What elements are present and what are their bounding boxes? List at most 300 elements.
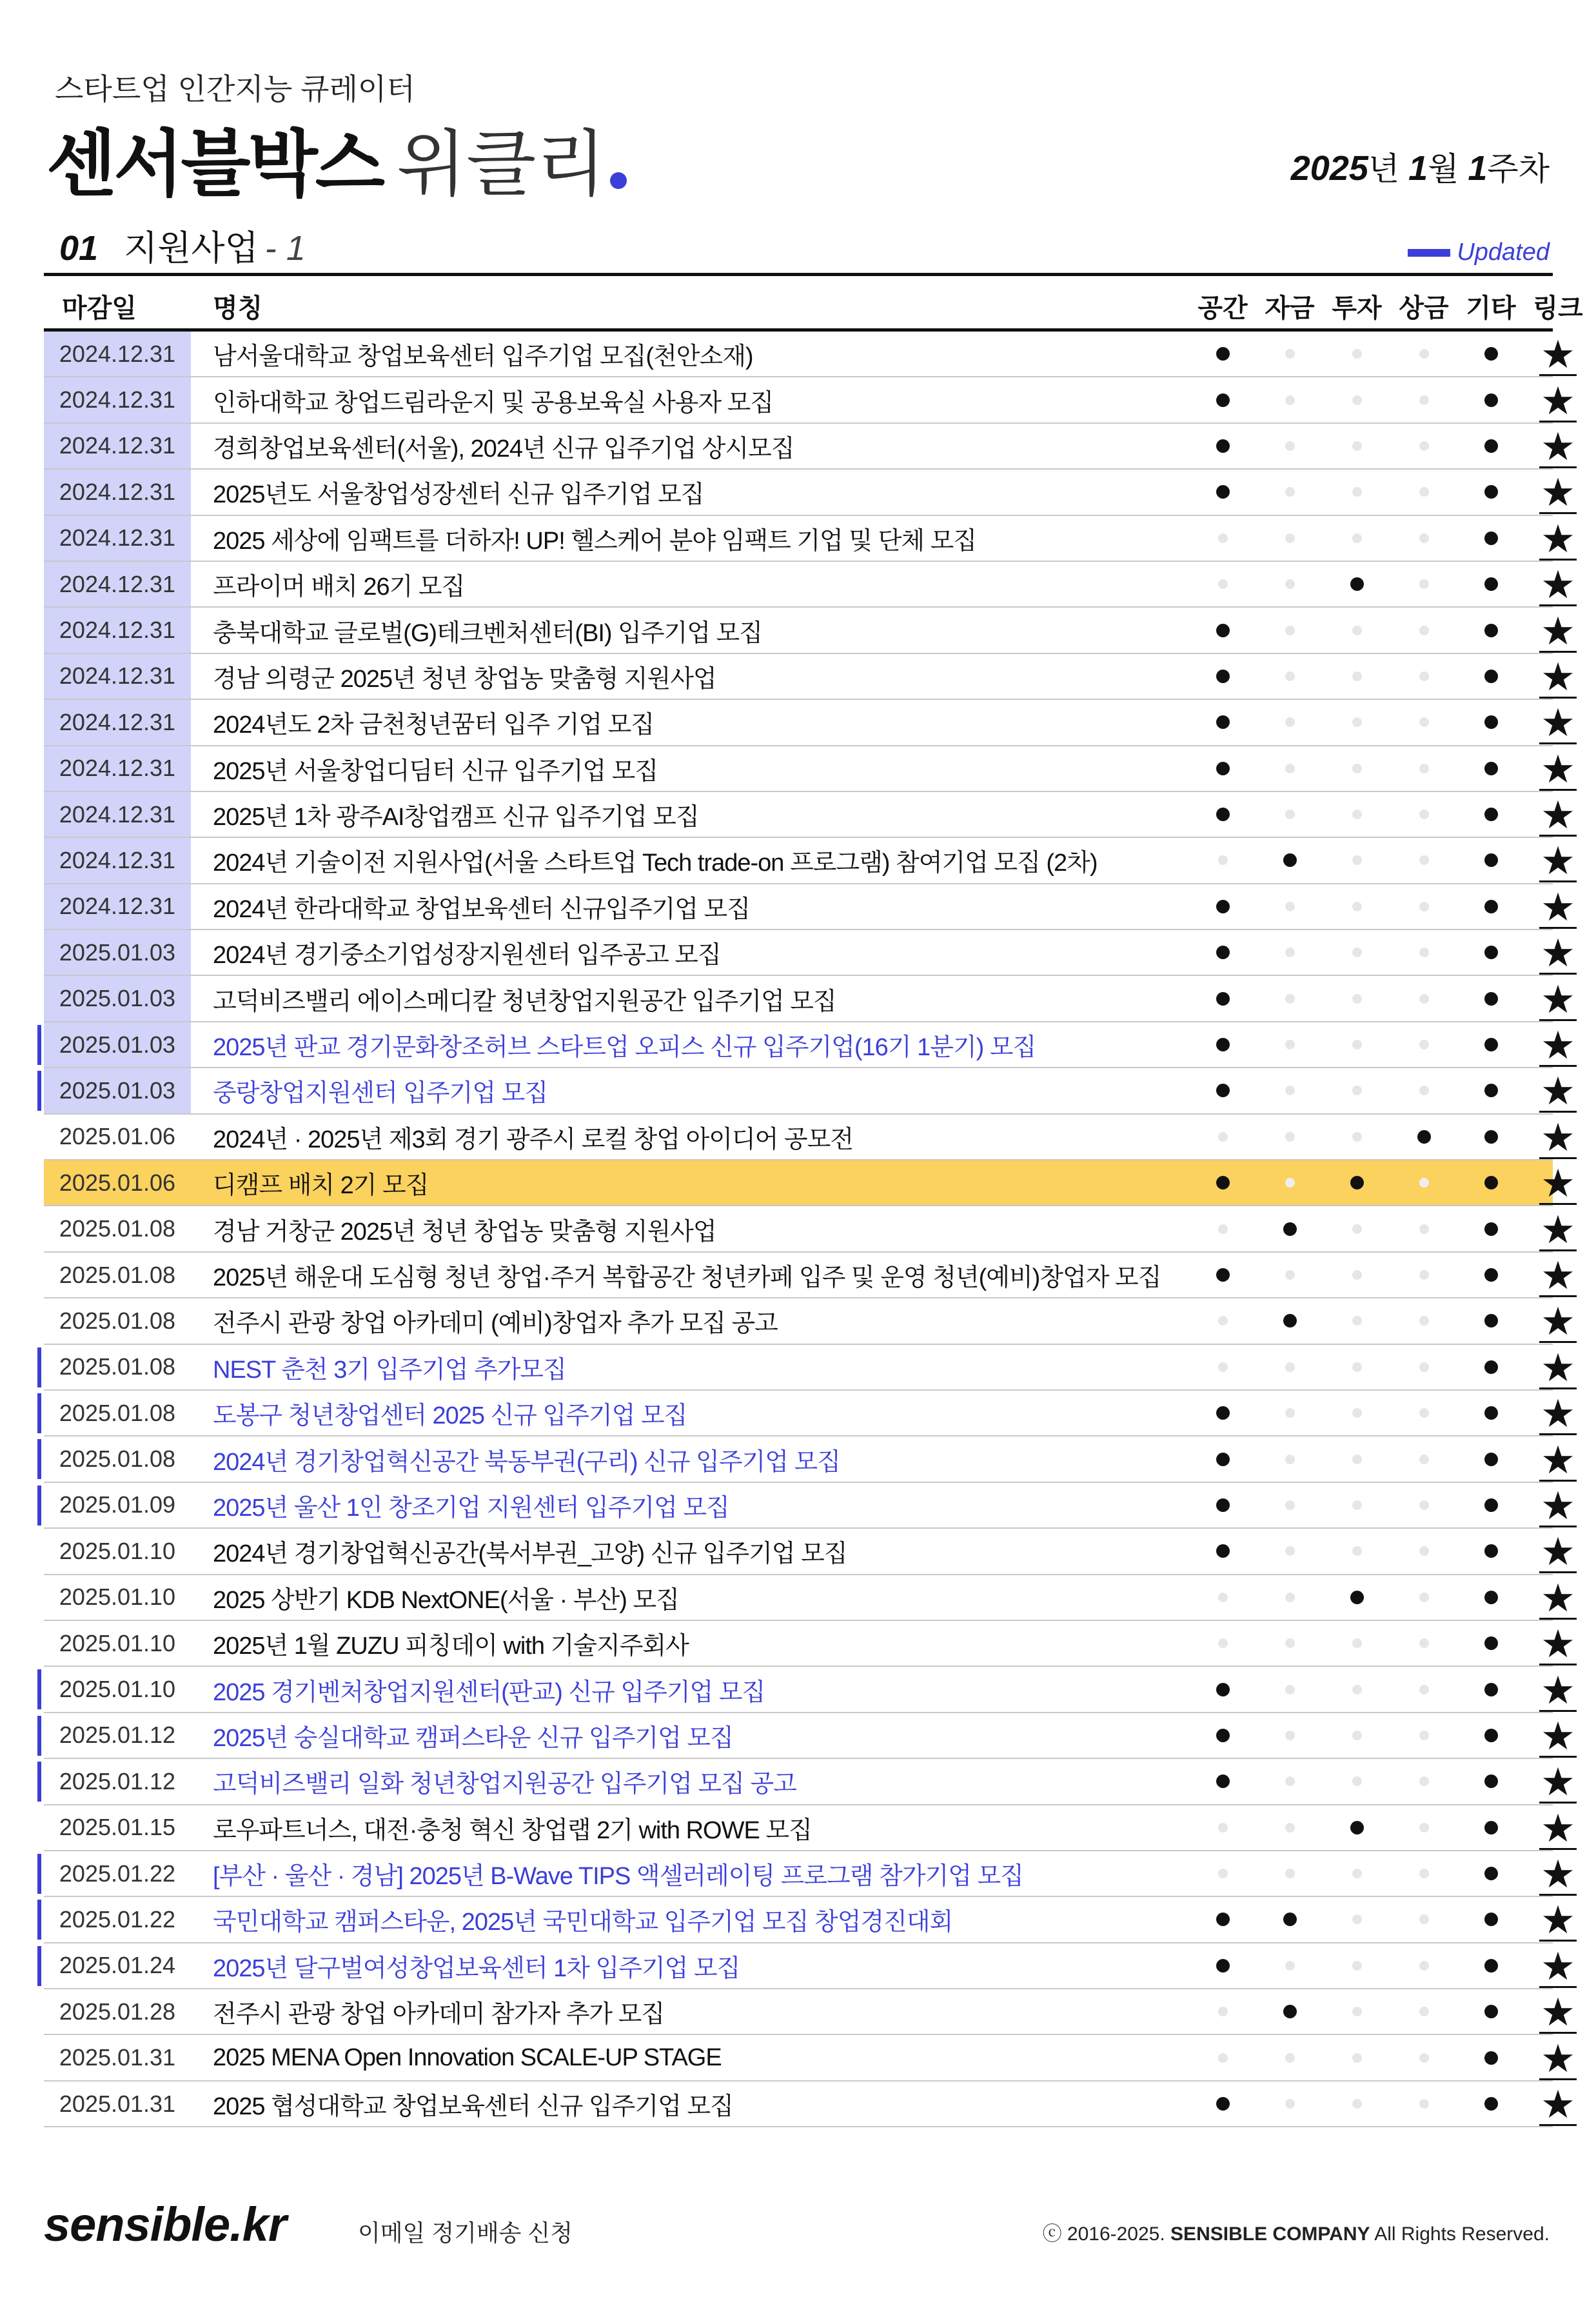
link-star-icon[interactable]: ★ <box>1541 1069 1575 1113</box>
cell-prize <box>1390 1897 1457 1942</box>
cell-link <box>1524 2035 1591 2080</box>
cell-prize <box>1390 1436 1457 1481</box>
row-title: 2025년 숭실대학교 캠퍼스타운 신규 입주기업 모집 <box>213 1724 733 1752</box>
empty-dot-icon <box>1218 1593 1228 1602</box>
brand-light: 위클리 <box>396 124 606 204</box>
cell-prize <box>1390 470 1457 514</box>
section-sub: - 1 <box>264 229 306 268</box>
cell-space <box>1189 1022 1256 1067</box>
row-deadline: 2025.01.08 <box>59 1261 176 1288</box>
filled-dot-icon <box>1484 762 1498 775</box>
cell-funding <box>1256 884 1323 929</box>
link-star-icon[interactable]: ★ <box>1541 931 1575 975</box>
empty-dot-icon <box>1352 1086 1362 1095</box>
cell-funding <box>1256 1713 1323 1758</box>
empty-dot-icon <box>1285 994 1295 1004</box>
cell-space <box>1189 746 1256 791</box>
updated-bar-icon <box>1408 249 1450 257</box>
row-title: 2025년도 서울창업성장센터 신규 입주기업 모집 <box>213 481 704 509</box>
cell-etc <box>1457 1298 1524 1343</box>
cell-space <box>1189 2082 1256 2126</box>
issue-month: 1 <box>1408 149 1428 188</box>
row-title: 경남 거창군 2025년 청년 창업농 맞춤형 지원사업 <box>213 1218 716 1246</box>
cell-funding <box>1256 930 1323 975</box>
filled-dot-icon <box>1216 946 1230 959</box>
cell-space <box>1189 654 1256 699</box>
empty-dot-icon <box>1352 1961 1362 1971</box>
cell-space <box>1189 562 1256 606</box>
empty-dot-icon <box>1352 1731 1362 1740</box>
updated-marker <box>37 1347 41 1387</box>
empty-dot-icon <box>1285 717 1295 727</box>
empty-dot-icon <box>1419 1270 1429 1280</box>
section-number: 01 <box>59 229 99 268</box>
cell-link <box>1524 332 1591 376</box>
empty-dot-icon <box>1352 1408 1362 1418</box>
updated-marker <box>37 1393 41 1433</box>
row-deadline: 2024.12.31 <box>44 700 191 744</box>
cell-space <box>1189 1068 1256 1113</box>
issue-week: 1 <box>1468 149 1488 188</box>
cell-link <box>1524 516 1591 561</box>
empty-dot-icon <box>1352 2053 1362 2063</box>
cell-prize <box>1390 1529 1457 1573</box>
cell-funding <box>1256 1667 1323 1711</box>
table-row <box>44 2035 1575 2081</box>
row-deadline: 2025.01.31 <box>59 2044 176 2071</box>
link-star-icon[interactable]: ★ <box>1541 977 1575 1021</box>
empty-dot-icon <box>1419 395 1429 405</box>
empty-dot-icon <box>1419 1776 1429 1786</box>
cell-prize <box>1390 1575 1457 1620</box>
empty-dot-icon <box>1285 902 1295 911</box>
link-star-icon[interactable]: ★ <box>1541 1991 1575 2034</box>
row-title: 전주시 관광 창업 아카데미 참가자 추가 모집 <box>213 2001 665 2029</box>
empty-dot-icon <box>1285 948 1295 957</box>
link-star-icon[interactable]: ★ <box>1541 1254 1575 1297</box>
row-title: 2025 경기벤처창업지원센터(판교) 신규 입주기업 모집 <box>213 1678 765 1706</box>
cell-link <box>1524 1068 1591 1113</box>
cell-link <box>1524 654 1591 699</box>
filled-dot-icon <box>1484 2005 1498 2018</box>
empty-dot-icon <box>1218 1362 1228 1372</box>
cell-funding <box>1256 976 1323 1020</box>
table-row <box>44 1115 1575 1160</box>
row-title: 2024년 · 2025년 제3회 경기 광주시 로컬 창업 아이디어 공모전 <box>213 1126 854 1153</box>
cell-prize <box>1390 1160 1457 1205</box>
table-row <box>44 1621 1575 1667</box>
row-deadline: 2024.12.31 <box>44 792 191 837</box>
table-row <box>44 1529 1575 1575</box>
row-title: 경희창업보육센터(서울), 2024년 신규 입주기업 상시모집 <box>213 435 794 462</box>
link-star-icon[interactable]: ★ <box>1541 424 1575 468</box>
cell-funding <box>1256 1529 1323 1573</box>
issue-year: 2025 <box>1290 149 1368 188</box>
link-star-icon[interactable]: ★ <box>1541 609 1575 653</box>
link-star-icon[interactable]: ★ <box>1541 1668 1575 1712</box>
footer-logo[interactable]: sensible.kr <box>44 2198 286 2251</box>
header-etc: 기타 <box>1466 294 1516 323</box>
filled-dot-icon <box>1216 715 1230 729</box>
cell-funding <box>1256 608 1323 652</box>
link-star-icon[interactable]: ★ <box>1541 1484 1575 1527</box>
cell-etc <box>1457 1621 1524 1665</box>
row-deadline: 2024.12.31 <box>44 516 191 561</box>
empty-dot-icon <box>1285 1178 1295 1188</box>
cell-investment <box>1323 1483 1390 1527</box>
cell-link <box>1524 1391 1591 1435</box>
filled-dot-icon <box>1484 2097 1498 2111</box>
empty-dot-icon <box>1419 349 1429 359</box>
table-row <box>44 1667 1575 1713</box>
copyright <box>1043 2218 1550 2246</box>
filled-dot-icon <box>1216 1176 1230 1189</box>
updated-marker <box>37 1486 41 1526</box>
cell-investment <box>1323 608 1390 652</box>
table-row <box>44 332 1575 377</box>
cell-link <box>1524 700 1591 744</box>
empty-dot-icon <box>1352 1362 1362 1372</box>
cell-etc <box>1457 1022 1524 1067</box>
empty-dot-icon <box>1352 1040 1362 1049</box>
cell-funding <box>1256 1759 1323 1804</box>
cell-prize <box>1390 700 1457 744</box>
link-star-icon[interactable]: ★ <box>1541 2083 1575 2127</box>
cell-prize <box>1390 884 1457 929</box>
table-row <box>44 1851 1575 1897</box>
cell-investment <box>1323 1115 1390 1159</box>
empty-dot-icon <box>1419 717 1429 727</box>
table-row <box>44 976 1575 1022</box>
section-name: 지원사업 <box>124 229 259 268</box>
empty-dot-icon <box>1285 349 1295 359</box>
row-title: [부산 · 울산 · 경남] 2025년 B-Wave TIPS 액셀러레이팅 프로그램 참가기업 모집 <box>213 1863 1023 1891</box>
row-title: 2024년 경기창업혁신공간(북서부권_고양) 신규 입주기업 모집 <box>213 1540 847 1568</box>
cell-link <box>1524 884 1591 929</box>
empty-dot-icon <box>1352 1500 1362 1510</box>
row-title: 전주시 관광 창업 아카데미 (예비)창업자 추가 모집 공고 <box>213 1310 778 1338</box>
cell-funding <box>1256 1575 1323 1620</box>
cell-etc <box>1457 1436 1524 1481</box>
cell-etc <box>1457 884 1524 929</box>
filled-dot-icon <box>1484 1774 1498 1788</box>
cell-prize <box>1390 1851 1457 1896</box>
row-title: 고덕비즈밸리 일화 청년창업지원공간 입주기업 모집 공고 <box>213 1771 796 1798</box>
filled-dot-icon <box>1484 1406 1498 1420</box>
row-title: 2025년 울산 1인 창조기업 지원센터 입주기업 모집 <box>213 1494 729 1522</box>
cell-prize <box>1390 1391 1457 1435</box>
cell-etc <box>1457 1391 1524 1435</box>
cell-prize <box>1390 930 1457 975</box>
updated-marker <box>37 1854 41 1894</box>
updated-label: Updated <box>1457 239 1550 266</box>
cell-space <box>1189 976 1256 1020</box>
cell-link <box>1524 608 1591 652</box>
cell-space <box>1189 700 1256 744</box>
updated-marker <box>37 1716 41 1756</box>
table-row <box>44 1391 1575 1436</box>
row-deadline: 2024.12.31 <box>44 332 191 376</box>
cell-funding <box>1256 1206 1323 1251</box>
filled-dot-icon <box>1216 808 1230 821</box>
link-star-icon[interactable]: ★ <box>1541 1806 1575 1850</box>
empty-dot-icon <box>1285 1593 1295 1602</box>
link-star-icon[interactable]: ★ <box>1541 1530 1575 1574</box>
empty-dot-icon <box>1218 1224 1228 1234</box>
row-title: 2025 MENA Open Innovation SCALE-UP STAGE <box>213 2043 722 2071</box>
row-deadline: 2025.01.06 <box>59 1123 176 1150</box>
link-star-icon[interactable]: ★ <box>1541 885 1575 929</box>
empty-dot-icon <box>1419 441 1429 451</box>
link-star-icon[interactable]: ★ <box>1541 1115 1575 1159</box>
cell-funding <box>1256 1253 1323 1297</box>
cell-link <box>1524 424 1591 468</box>
empty-dot-icon <box>1285 2099 1295 2109</box>
cell-link <box>1524 1298 1591 1343</box>
cell-funding <box>1256 1115 1323 1159</box>
empty-dot-icon <box>1419 1455 1429 1464</box>
cell-link <box>1524 562 1591 606</box>
cell-space <box>1189 1391 1256 1435</box>
row-deadline: 2025.01.08 <box>59 1399 176 1426</box>
cell-link <box>1524 377 1591 422</box>
link-star-icon[interactable]: ★ <box>1541 379 1575 422</box>
empty-dot-icon <box>1419 810 1429 819</box>
cell-prize <box>1390 2035 1457 2080</box>
filled-dot-icon <box>1417 1130 1431 1144</box>
empty-dot-icon <box>1419 994 1429 1004</box>
table-row <box>44 700 1575 746</box>
link-star-icon[interactable]: ★ <box>1541 517 1575 561</box>
empty-dot-icon <box>1419 1731 1429 1740</box>
empty-dot-icon <box>1285 579 1295 589</box>
empty-dot-icon <box>1285 1455 1295 1464</box>
link-star-icon[interactable]: ★ <box>1541 333 1575 377</box>
row-title: 2025 협성대학교 창업보육센터 신규 입주기업 모집 <box>213 2093 733 2121</box>
table-row <box>44 2082 1575 2127</box>
filled-dot-icon <box>1216 393 1230 407</box>
filled-dot-icon <box>1484 1038 1498 1051</box>
empty-dot-icon <box>1352 1546 1362 1556</box>
empty-dot-icon <box>1285 671 1295 681</box>
empty-dot-icon <box>1419 2007 1429 2016</box>
cell-prize <box>1390 1989 1457 2034</box>
link-star-icon[interactable]: ★ <box>1541 1853 1575 1896</box>
cell-link <box>1524 1253 1591 1297</box>
cell-investment <box>1323 1575 1390 1620</box>
cell-etc <box>1457 746 1524 791</box>
filled-dot-icon <box>1484 992 1498 1006</box>
cell-etc <box>1457 470 1524 514</box>
header-funding: 자금 <box>1265 294 1315 323</box>
cell-link <box>1524 1436 1591 1481</box>
empty-dot-icon <box>1419 902 1429 911</box>
cell-prize <box>1390 1667 1457 1711</box>
cell-link <box>1524 1483 1591 1527</box>
cell-prize <box>1390 1253 1457 1297</box>
cell-etc <box>1457 1805 1524 1850</box>
filled-dot-icon <box>1484 1360 1498 1374</box>
link-star-icon[interactable]: ★ <box>1541 1208 1575 1251</box>
table-row <box>44 1160 1575 1206</box>
link-star-icon[interactable]: ★ <box>1541 1898 1575 1942</box>
link-star-icon[interactable]: ★ <box>1541 1944 1575 1988</box>
link-star-icon[interactable]: ★ <box>1541 1622 1575 1666</box>
issue-week-suffix: 주차 <box>1487 151 1550 187</box>
subscribe-link[interactable]: 이메일 정기배송 신청 <box>358 2220 573 2246</box>
updated-marker <box>37 1071 41 1111</box>
cell-link <box>1524 1759 1591 1804</box>
empty-dot-icon <box>1352 1869 1362 1878</box>
cell-investment <box>1323 884 1390 929</box>
cell-investment <box>1323 700 1390 744</box>
table-row <box>44 1022 1575 1068</box>
cell-investment <box>1323 424 1390 468</box>
empty-dot-icon <box>1285 1961 1295 1971</box>
cell-etc <box>1457 654 1524 699</box>
row-deadline: 2025.01.15 <box>59 1814 176 1841</box>
cell-investment <box>1323 1298 1390 1343</box>
cell-investment <box>1323 1989 1390 2034</box>
empty-dot-icon <box>1352 395 1362 405</box>
row-deadline: 2024.12.31 <box>44 562 191 606</box>
cell-space <box>1189 1897 1256 1942</box>
header-date: 마감일 <box>62 294 137 323</box>
link-star-icon[interactable]: ★ <box>1541 1392 1575 1436</box>
row-deadline: 2025.01.03 <box>44 1068 191 1113</box>
cell-funding <box>1256 1391 1323 1435</box>
cell-link <box>1524 792 1591 837</box>
link-star-icon[interactable]: ★ <box>1541 1024 1575 1068</box>
link-star-icon[interactable]: ★ <box>1541 2036 1575 2080</box>
table-row <box>44 1253 1575 1298</box>
cell-prize <box>1390 1068 1457 1113</box>
empty-dot-icon <box>1419 1500 1429 1510</box>
cell-space <box>1189 1253 1256 1297</box>
cell-funding <box>1256 377 1323 422</box>
link-star-icon[interactable]: ★ <box>1541 1346 1575 1389</box>
link-star-icon[interactable]: ★ <box>1541 793 1575 837</box>
cell-investment <box>1323 654 1390 699</box>
row-title: 디캠프 배치 2기 모집 <box>213 1172 429 1200</box>
filled-dot-icon <box>1484 1636 1498 1650</box>
cell-etc <box>1457 1206 1524 1251</box>
empty-dot-icon <box>1218 1869 1228 1878</box>
row-deadline: 2025.01.28 <box>59 1998 176 2025</box>
empty-dot-icon <box>1218 2007 1228 2016</box>
link-star-icon[interactable]: ★ <box>1541 1300 1575 1344</box>
updated-marker <box>37 1946 41 1986</box>
link-star-icon[interactable]: ★ <box>1541 747 1575 791</box>
row-title: 2025년 1월 ZUZU 피칭데이 with 기술지주회사 <box>213 1633 689 1660</box>
link-star-icon[interactable]: ★ <box>1541 1760 1575 1804</box>
filled-dot-icon <box>1283 2005 1297 2018</box>
row-title: 남서울대학교 창업보육센터 입주기업 모집(천안소재) <box>213 343 753 371</box>
row-title: 2025년 해운대 도심형 청년 창업·주거 복합공간 청년카페 입주 및 운영 청년(예비)창업자 모집 <box>213 1264 1161 1291</box>
filled-dot-icon <box>1484 1683 1498 1696</box>
empty-dot-icon <box>1419 1823 1429 1833</box>
row-deadline: 2024.12.31 <box>44 838 191 882</box>
link-star-icon[interactable]: ★ <box>1541 839 1575 883</box>
table-row <box>44 930 1575 976</box>
empty-dot-icon <box>1352 1685 1362 1695</box>
programs-table <box>44 276 1583 2127</box>
header-name: 명칭 <box>213 294 263 323</box>
empty-dot-icon <box>1419 948 1429 957</box>
table-row <box>44 562 1575 608</box>
link-star-icon[interactable]: ★ <box>1541 471 1575 515</box>
cell-space <box>1189 1989 1256 2034</box>
cell-etc <box>1457 1759 1524 1804</box>
filled-dot-icon <box>1283 1314 1297 1327</box>
empty-dot-icon <box>1419 1685 1429 1695</box>
cell-space <box>1189 1529 1256 1573</box>
row-deadline: 2025.01.10 <box>59 1584 176 1611</box>
empty-dot-icon <box>1419 1040 1429 1049</box>
row-title: 2024년 경기창업혁신공간 북동부권(구리) 신규 입주기업 모집 <box>213 1448 840 1476</box>
cell-investment <box>1323 1068 1390 1113</box>
cell-etc <box>1457 1345 1524 1389</box>
table-row <box>44 608 1575 653</box>
cell-prize <box>1390 1298 1457 1343</box>
cell-funding <box>1256 562 1323 606</box>
empty-dot-icon <box>1285 1869 1295 1878</box>
empty-dot-icon <box>1419 764 1429 773</box>
link-star-icon[interactable]: ★ <box>1541 701 1575 745</box>
row-deadline: 2024.12.31 <box>44 654 191 699</box>
cell-space <box>1189 1759 1256 1804</box>
updated-marker <box>37 1762 41 1802</box>
empty-dot-icon <box>1419 671 1429 681</box>
empty-dot-icon <box>1419 1408 1429 1418</box>
cell-etc <box>1457 1483 1524 1527</box>
empty-dot-icon <box>1419 1638 1429 1648</box>
link-star-icon[interactable]: ★ <box>1541 1576 1575 1620</box>
table-row <box>44 470 1575 515</box>
cell-investment <box>1323 2082 1390 2126</box>
cell-prize <box>1390 1943 1457 1988</box>
link-star-icon[interactable]: ★ <box>1541 1714 1575 1758</box>
empty-dot-icon <box>1419 1086 1429 1095</box>
cell-investment <box>1323 838 1390 882</box>
row-deadline: 2025.01.31 <box>59 2090 176 2117</box>
link-star-icon[interactable]: ★ <box>1541 655 1575 699</box>
table-row <box>44 1298 1575 1344</box>
filled-dot-icon <box>1484 1084 1498 1097</box>
row-title: 국민대학교 캠퍼스타운, 2025년 국민대학교 입주기업 모집 창업경진대회 <box>213 1909 953 1936</box>
cell-investment <box>1323 1805 1390 1850</box>
link-star-icon[interactable]: ★ <box>1541 1162 1575 1206</box>
cell-prize <box>1390 1759 1457 1804</box>
empty-dot-icon <box>1285 1408 1295 1418</box>
filled-dot-icon <box>1484 808 1498 821</box>
filled-dot-icon <box>1484 1959 1498 1973</box>
empty-dot-icon <box>1218 1638 1228 1648</box>
brand-title <box>46 106 627 210</box>
cell-space <box>1189 1483 1256 1527</box>
cell-etc <box>1457 1851 1524 1896</box>
link-star-icon[interactable]: ★ <box>1541 563 1575 607</box>
filled-dot-icon <box>1484 1729 1498 1742</box>
cell-link <box>1524 1529 1591 1573</box>
cell-funding <box>1256 1897 1323 1942</box>
link-star-icon[interactable]: ★ <box>1541 1438 1575 1482</box>
cell-etc <box>1457 2035 1524 2080</box>
updated-marker <box>37 1439 41 1479</box>
filled-dot-icon <box>1216 2097 1230 2111</box>
cell-investment <box>1323 1253 1390 1297</box>
cell-etc <box>1457 700 1524 744</box>
